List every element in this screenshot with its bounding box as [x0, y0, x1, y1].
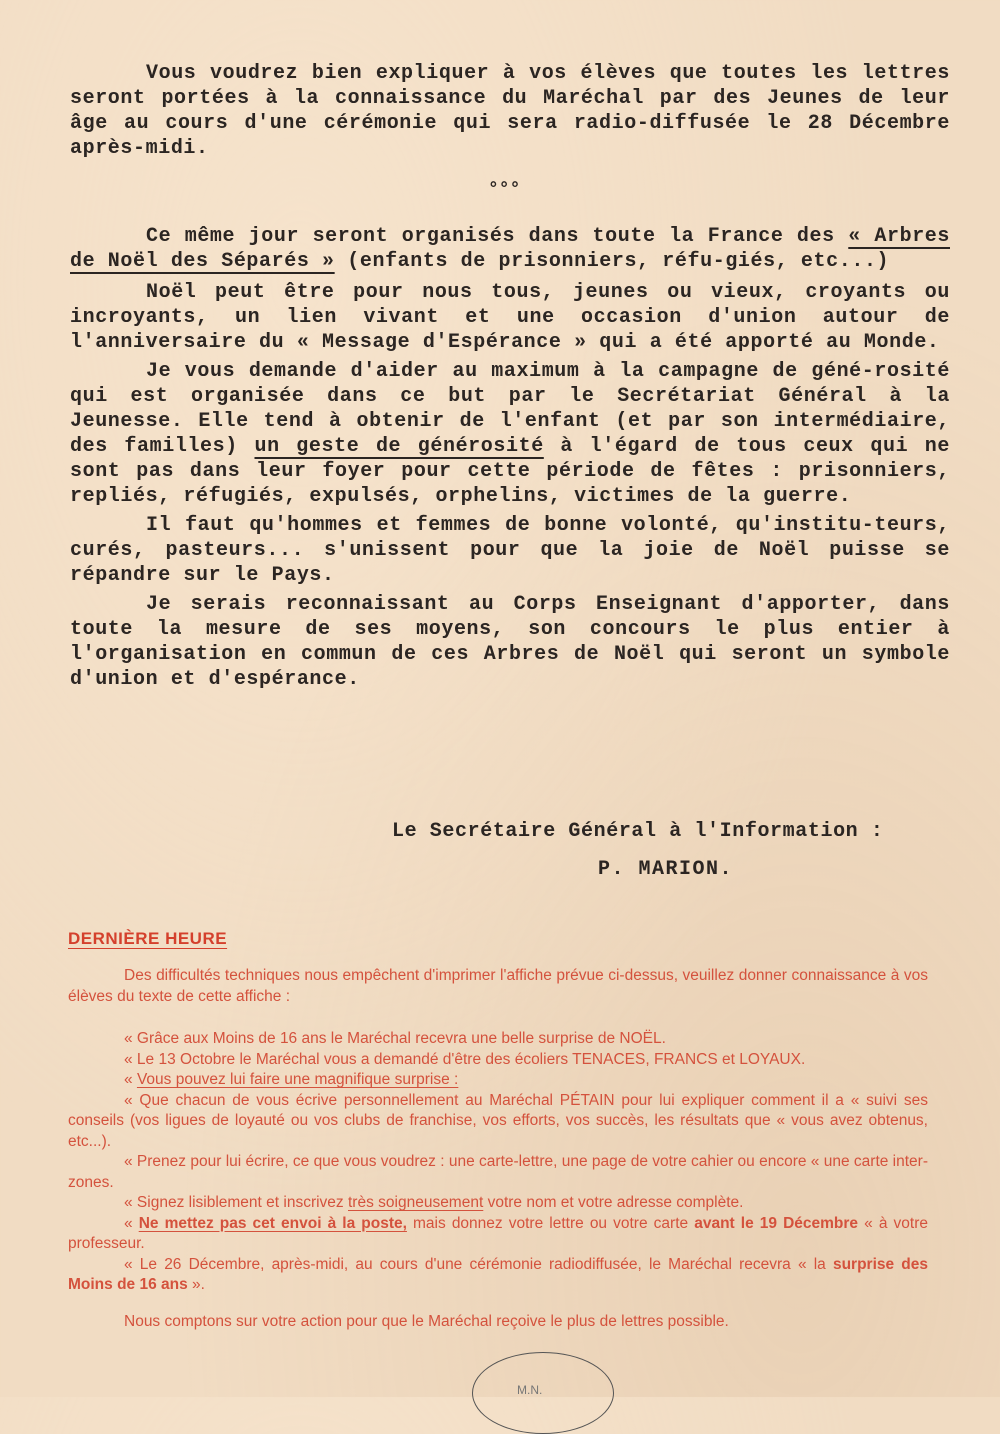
- separator-mark: °°°: [488, 180, 521, 200]
- text-segment: «: [124, 1071, 137, 1088]
- notice-line-8: [68, 1255, 928, 1296]
- notice-closing: Nous comptons sur votre action pour que le Maréchal reçoive le plus de lettres possible.: [124, 1312, 729, 1330]
- notice-line-3: [68, 1070, 928, 1091]
- signature-name: P. MARION.: [598, 858, 734, 881]
- text-segment: ».: [187, 1276, 205, 1293]
- notice-line-6: [68, 1193, 928, 1214]
- paragraph-lettres: Vous voudrez bien expliquer à vos élèves que toutes les lettres seront portées à la connaissance du Maréchal par des Jeunes de leur âge au cours d'une cérémonie qui sera radio-diffusée le 28 Décembre après-midi.: [70, 62, 950, 160]
- text-segment: Ce même jour seront organisés dans toute la France des: [146, 225, 849, 248]
- archive-stamp: [472, 1352, 614, 1434]
- bold-surprise: surprise des Moins de 16 ans: [68, 1255, 928, 1293]
- text-segment: « Signez lisiblement et inscrivez: [124, 1194, 348, 1211]
- underlined-surprise: Vous pouvez lui faire une magnifique surprise :: [136, 1071, 459, 1088]
- text-segment: « Le 26 Décembre, après-midi, au cours d'une cérémonie radiodiffusée, le Maréchal recevra « la: [124, 1255, 833, 1273]
- notice-line-2: « Le 13 Octobre le Maréchal vous a demandé d'être des écoliers TENACES, FRANCS et LOYAUX.: [124, 1050, 806, 1068]
- underlined-arbres: « Arbres de Noël des Séparés »: [70, 225, 950, 273]
- notice-line-5: « Prenez pour lui écrire, ce que vous voudrez : une carte-lettre, une page de votre cahier ou encore « une carte inter-zones.: [68, 1153, 928, 1191]
- text-segment: à l'égard de tous ceux qui ne sont pas dans leur foyer pour cette période de fêtes : prisonniers, repliés, réfugiés, expulsés, orphelins, victimes de la guerre.: [70, 435, 951, 508]
- text-segment: votre nom et votre adresse complète.: [483, 1194, 744, 1211]
- text-segment: mais donnez votre lettre ou votre carte: [406, 1214, 695, 1232]
- text-segment: (enfants de prisonniers, réfu-giés, etc...): [334, 250, 890, 273]
- notice-body: [68, 966, 928, 1332]
- notice-heading: DERNIÈRE HEURE: [68, 929, 228, 948]
- notice-line-7: [68, 1214, 928, 1255]
- text-segment: « à votre professeur.: [68, 1214, 928, 1252]
- paragraph-corps-enseignant: Je serais reconnaissant au Corps Enseignant d'apporter, dans toute la mesure de ses moyens, son concours le plus entier à l'organisation en commun de ces Arbres de Noël qui seront un symbole d'union et d'espérance.: [70, 593, 950, 691]
- text-segment: «: [124, 1214, 139, 1232]
- underlined-soigneusement: très soigneusement: [348, 1194, 484, 1211]
- typed-letter: [70, 61, 950, 161]
- bold-date: avant le 19 Décembre: [694, 1214, 859, 1232]
- paragraph-volonte: Il faut qu'hommes et femmes de bonne volonté, qu'institu-teurs, curés, pasteurs... s'unissent pour que la joie de Noël puisse se répandre sur le Pays.: [70, 514, 950, 587]
- paragraph-noel: Noël peut être pour nous tous, jeunes ou vieux, croyants ou incroyants, un lien vivant et une occasion d'union autour de l'anniversaire du « Message d'Espérance » qui a été apporté au Monde.: [70, 281, 950, 354]
- underlined-geste: un geste de générosité: [254, 435, 544, 458]
- paragraph-generosite: [70, 359, 950, 509]
- signature-title: Le Secrétaire Général à l'Information :: [392, 820, 884, 843]
- underlined-poste: Ne mettez pas cet envoi à la poste,: [138, 1214, 407, 1232]
- notice-line-1: « Grâce aux Moins de 16 ans le Maréchal recevra une belle surprise de NOËL.: [124, 1030, 666, 1047]
- typed-letter-body: [70, 224, 950, 692]
- stamp-text: M.N.: [517, 1383, 543, 1397]
- paragraph-arbres: [70, 224, 950, 274]
- notice-intro: Des difficultés techniques nous empêchent d'imprimer l'affiche prévue ci-dessus, veuillez donner connaissance à vos élèves du texte de cette affiche :: [68, 967, 928, 1005]
- notice-line-4: « Que chacun de vous écrive personnellement au Maréchal PÉTAIN pour lui expliquer comment il a « suivi ses conseils (vos ligues de loyauté ou vos clubs de franchise, vos efforts, vos succès, les résultats que « vous avez obtenus, etc...).: [68, 1091, 928, 1150]
- text-segment: Je vous demande d'aider au maximum à la campagne de géné-rosité qui est organisée dans ce but par le Secrétariat Général à la Jeunesse. Elle tend à obtenir de l'enfant (et par son intermédiaire, des familles): [70, 360, 950, 458]
